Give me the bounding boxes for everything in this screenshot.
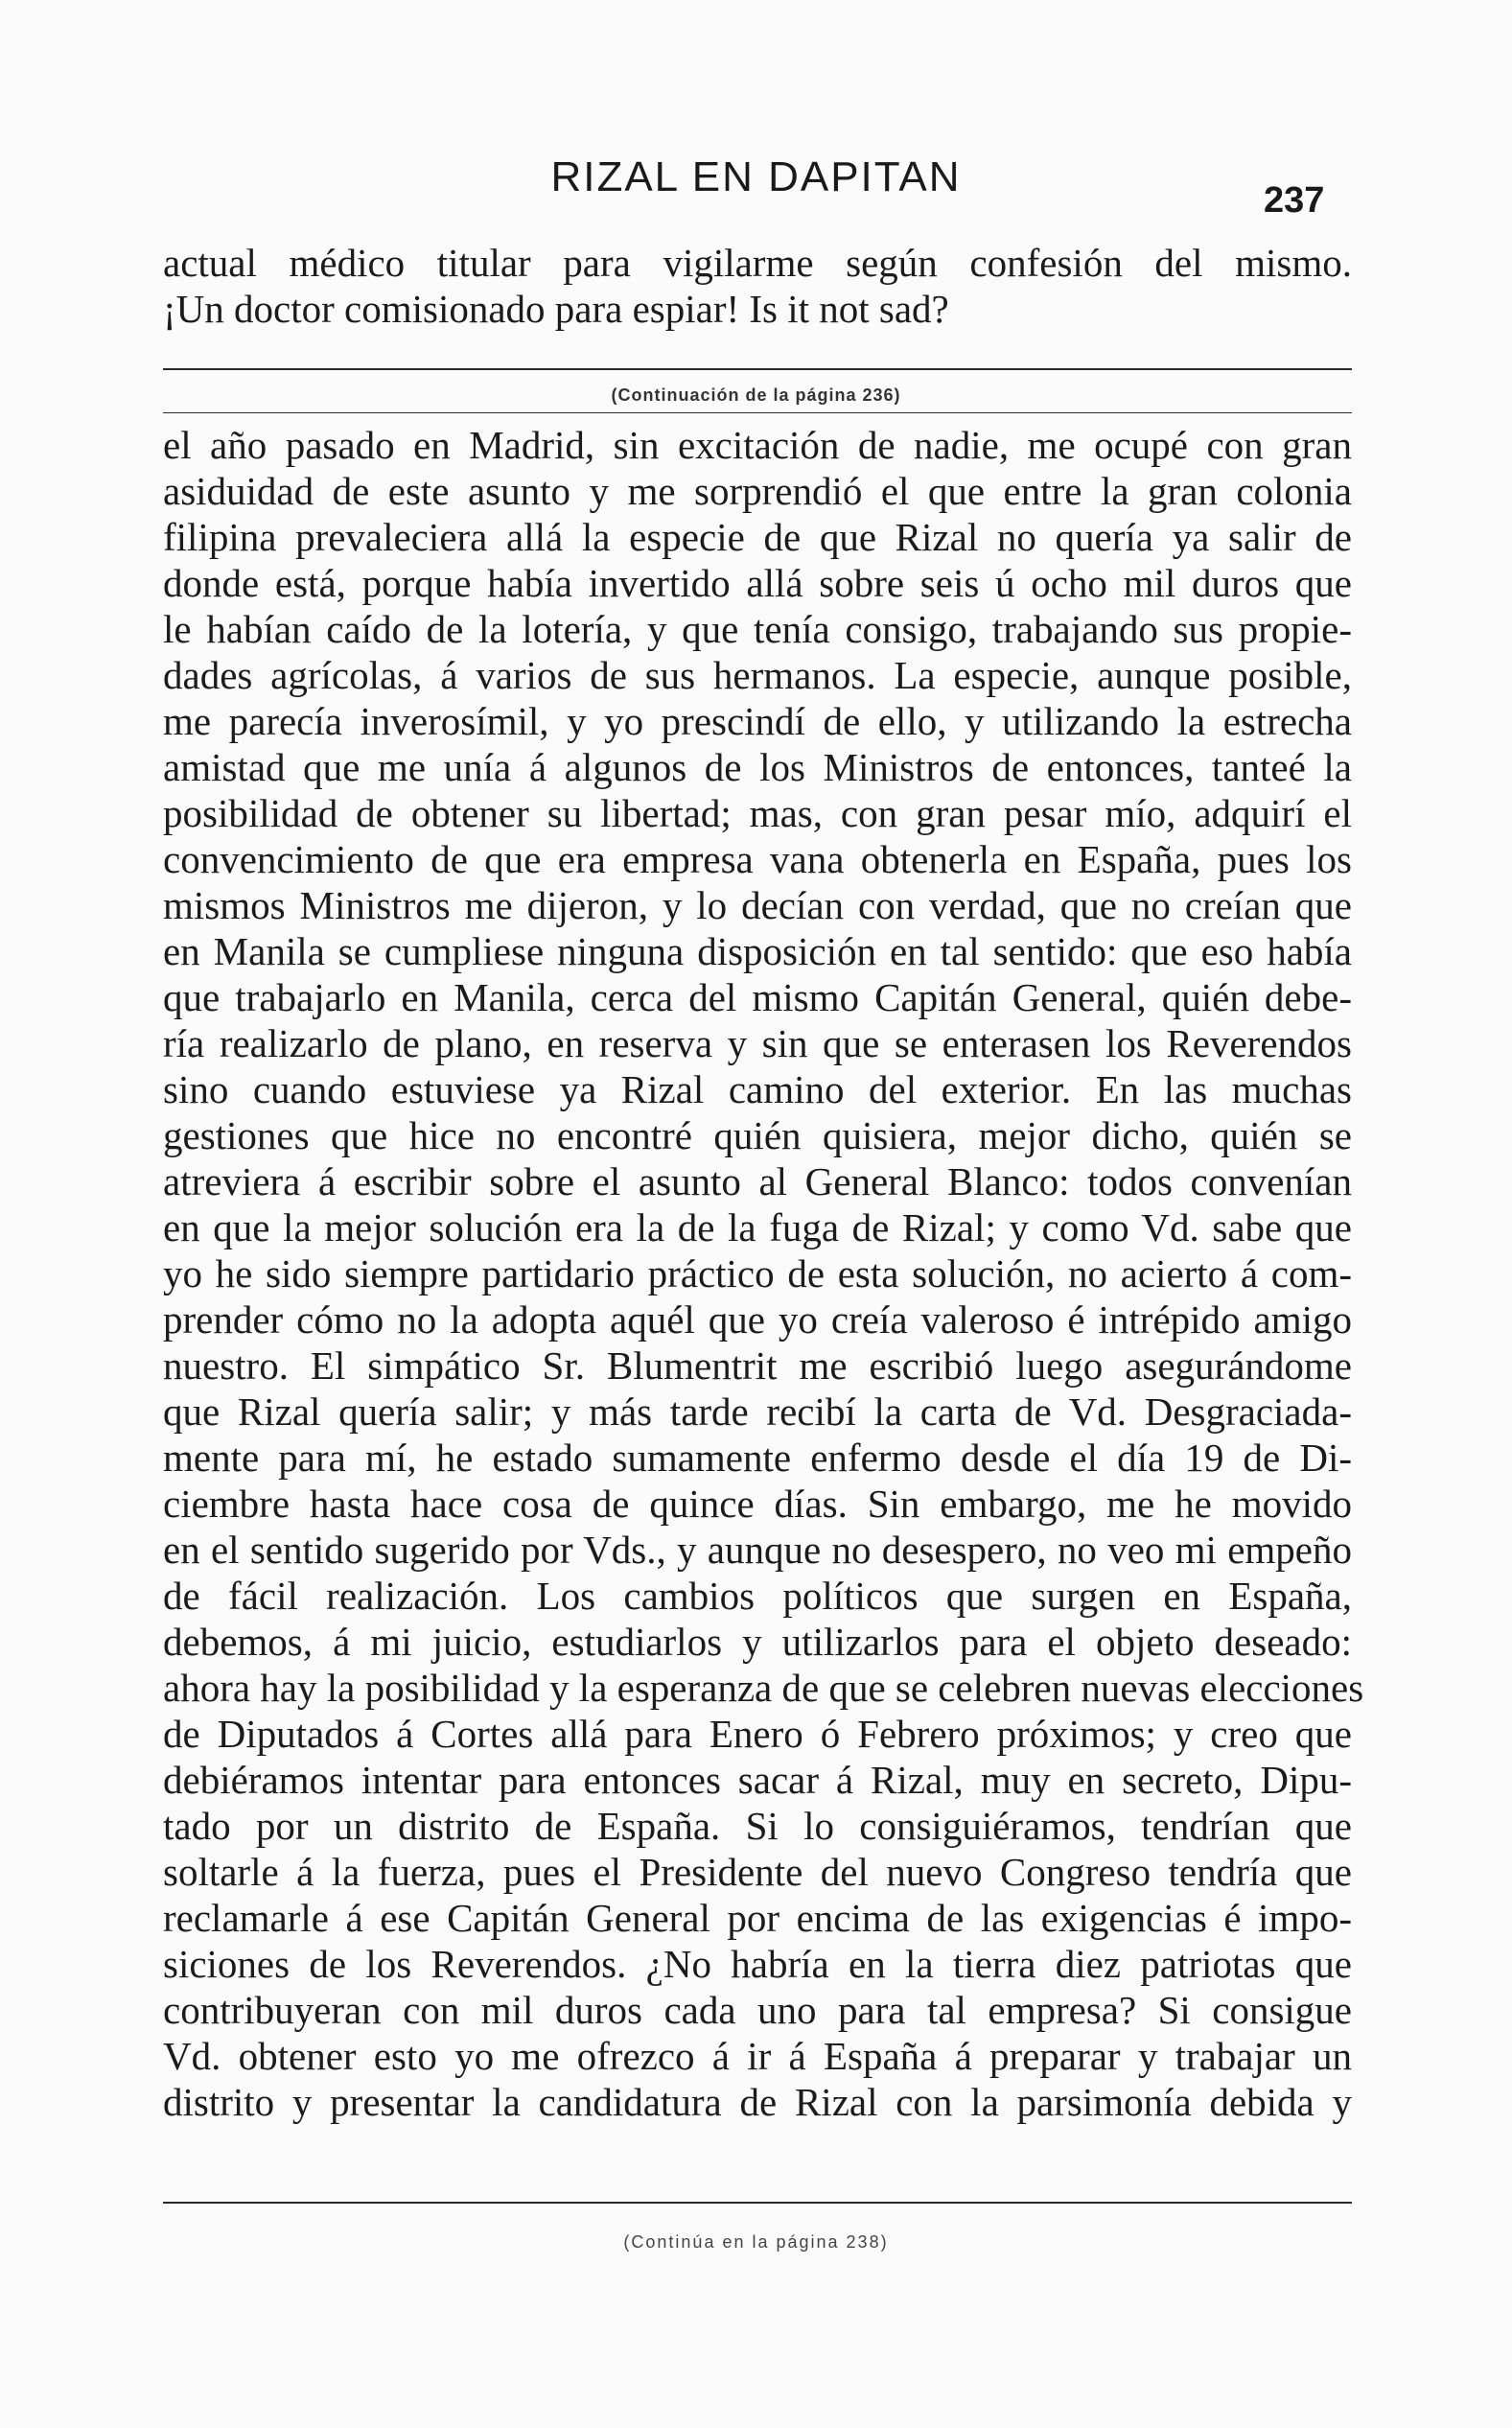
body-line: en Manila se cumpliese ninguna disposición en tal sentido: que eso había (163, 929, 1352, 973)
lead-line: ¡Un doctor comisionado para espiar! Is it not sad? (163, 287, 949, 331)
body-line: de fácil realización. Los cambios políticos que surgen en España, (163, 1574, 1352, 1618)
body-line: debiéramos intentar para entonces sacar á Rizal, muy en secreto, Dipu- (163, 1758, 1352, 1802)
body-line: mente para mí, he estado sumamente enfermo desde el día 19 de Di- (163, 1436, 1352, 1480)
body-line: tado por un distrito de España. Si lo consiguiéramos, tendrían que (163, 1804, 1352, 1848)
body-line: dades agrícolas, á varios de sus hermanos. La especie, aunque posible, (163, 653, 1352, 697)
body-line: sino cuando estuviese ya Rizal camino del exterior. En las muchas (163, 1067, 1352, 1111)
lead-paragraph (163, 240, 1352, 332)
body-line: distrito y presentar la candidatura de Rizal con la parsimonía debida y (163, 2080, 1352, 2124)
body-line: filipina prevaleciera allá la especie de que Rizal no quería ya salir de (163, 515, 1352, 559)
running-header-title: RIZAL EN DAPITAN (550, 153, 962, 200)
body-line: nuestro. El simpático Sr. Blumentrit me escribió luego asegurándome (163, 1343, 1352, 1388)
body-line: le habían caído de la lotería, y que tenía consigo, trabajando sus propie- (163, 607, 1352, 651)
lead-line: actual médico titular para vigilarme según confesión del mismo. (163, 241, 1352, 285)
body-line: contribuyeran con mil duros cada uno para tal empresa? Si consigue (163, 1988, 1352, 2032)
body-line: amistad que me unía á algunos de los Ministros de entonces, tanteé la (163, 745, 1352, 789)
body-line: me parecía inverosímil, y yo prescindí de ello, y utilizando la estrecha (163, 699, 1352, 743)
body-line: que trabajarlo en Manila, cerca del mismo Capitán General, quién debe- (163, 975, 1352, 1019)
body-line: reclamarle á ese Capitán General por encima de las exigencias é impo- (163, 1896, 1352, 1940)
continuation-note-top: (Continuación de la página 236) (611, 385, 901, 405)
body-line: de Diputados á Cortes allá para Enero ó Febrero próximos; y creo que (163, 1712, 1352, 1756)
body-line: Vd. obtener esto yo me ofrezco á ir á España á preparar y trabajar un (163, 2034, 1352, 2078)
body-line: convencimiento de que era empresa vana obtenerla en España, pues los (163, 837, 1352, 881)
body-line: posibilidad de obtener su libertad; mas, con gran pesar mío, adquirí el (163, 791, 1352, 835)
body-line: prender cómo no la adopta aquél que yo creía valeroso é intrépido amigo (163, 1297, 1352, 1342)
continuation-divider (163, 412, 1352, 413)
body-line: ría realizarlo de plano, en reserva y sin que se enterasen los Reverendos (163, 1021, 1352, 1065)
body-line: asiduidad de este asunto y me sorprendió el que entre la gran colonia (163, 469, 1352, 513)
body-line: que Rizal quería salir; y más tarde recibí la carta de Vd. Desgraciada- (163, 1389, 1352, 1434)
body-line: ciembre hasta hace cosa de quince días. Sin embargo, me he movido (163, 1482, 1352, 1526)
body-line: el año pasado en Madrid, sin excitación de nadie, me ocupé con gran (163, 423, 1352, 467)
body-line: donde está, porque había invertido allá sobre seis ú ocho mil duros que (163, 561, 1352, 605)
body-line: gestiones que hice no encontré quién quisiera, mejor dicho, quién se (163, 1113, 1352, 1157)
body-line: yo he sido siempre partidario práctico de esta solución, no acierto á com- (163, 1251, 1352, 1296)
continuation-note-bottom: (Continúa en la página 238) (623, 2232, 889, 2252)
body-line: siciones de los Reverendos. ¿No habría en la tierra diez patriotas que (163, 1942, 1352, 1986)
body-line: atreviera á escribir sobre el asunto al General Blanco: todos convenían (163, 1159, 1352, 1203)
body-line: en el sentido sugerido por Vds., y aunque no desespero, no veo mi empeño (163, 1528, 1352, 1572)
page-number: 237 (1264, 180, 1325, 221)
body-line: ahora hay la posibilidad y la esperanza de que se celebren nuevas elecciones (163, 1666, 1364, 1710)
body-line: en que la mejor solución era la de la fuga de Rizal; y como Vd. sabe que (163, 1205, 1352, 1249)
body-line: mismos Ministros me dijeron, y lo decían con verdad, que no creían que (163, 883, 1352, 927)
body-paragraph (163, 422, 1364, 2125)
bottom-divider (163, 2202, 1352, 2204)
body-line: debemos, á mi juicio, estudiarlos y utilizarlos para el objeto deseado: (163, 1620, 1352, 1664)
top-divider (163, 368, 1352, 370)
body-line: soltarle á la fuerza, pues el Presidente del nuevo Congreso tendría que (163, 1850, 1352, 1894)
